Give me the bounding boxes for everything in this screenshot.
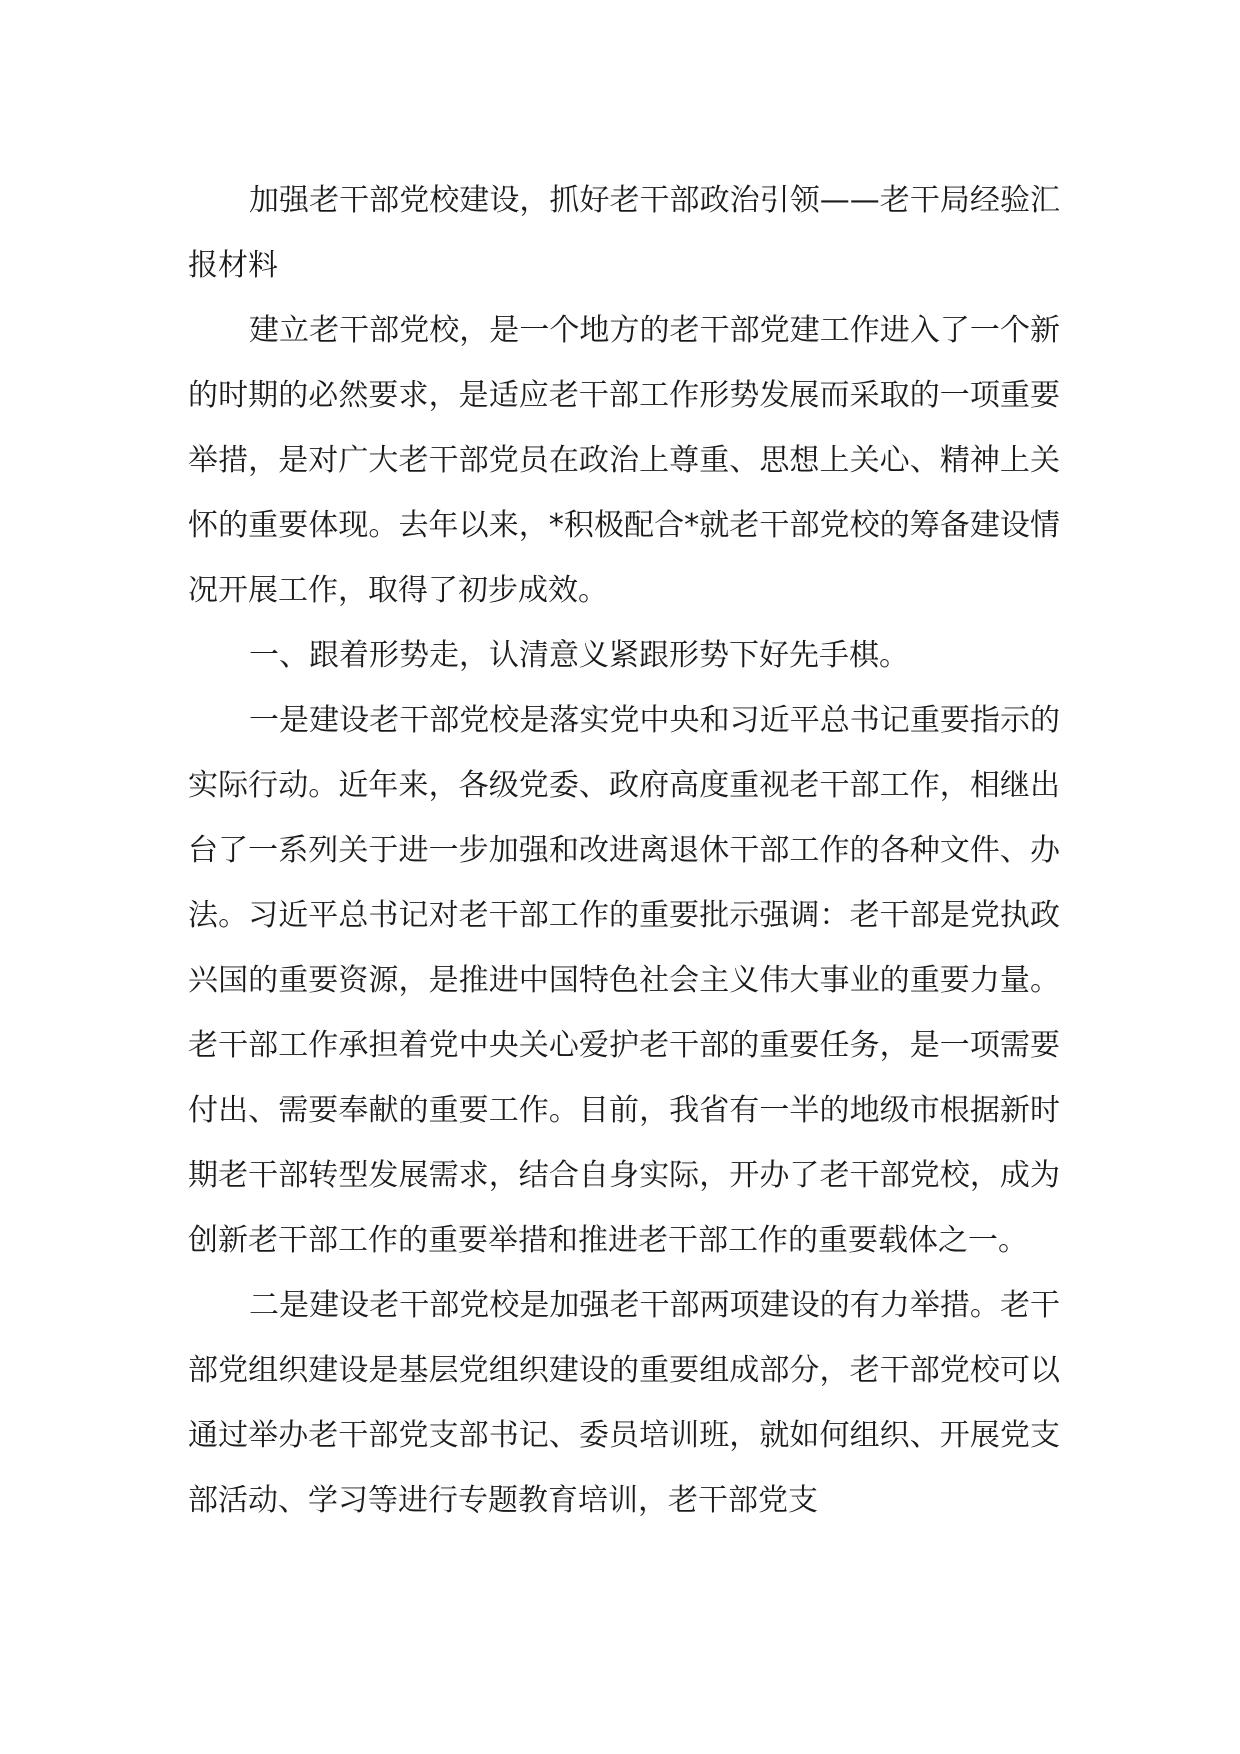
body-paragraph-point-two: 二是建设老干部党校是加强老干部两项建设的有力举措。老干部党组织建设是基层党组织建设的重要组成部分，老干部党校可以通过举办老干部党支部书记、委员培训班，就如何组织、开展党支部活动、学习等进行专题教育培训，老干部党支 bbox=[188, 1288, 1060, 1518]
document-body bbox=[188, 168, 1060, 1533]
body-paragraph-point-one: 一是建设老干部党校是落实党中央和习近平总书记重要指示的实际行动。近年来，各级党委、政府高度重视老干部工作，相继出台了一系列关于进一步加强和改进离退休干部工作的各种文件、办法。习近平总书记对老干部工作的重要批示强调：老干部是党执政兴国的重要资源，是推进中国特色社会主义伟大事业的重要力量。老干部工作承担着党中央关心爱护老干部的重要任务，是一项需要付出、需要奉献的重要工作。目前，我省有一半的地级市根据新时期老干部转型发展需求，结合自身实际，开办了老干部党校，成为创新老干部工作的重要举措和推进老干部工作的重要载体之一。 bbox=[188, 703, 1060, 1258]
section-heading-one: 一、跟着形势走，认清意义紧跟形势下好先手棋。 bbox=[249, 638, 909, 673]
body-paragraph-intro: 建立老干部党校，是一个地方的老干部党建工作进入了一个新的时期的必然要求，是适应老干部工作形势发展而采取的一项重要举措，是对广大老干部党员在政治上尊重、思想上关心、精神上关怀的重要体现。去年以来，*积极配合*就老干部党校的筹备建设情况开展工作，取得了初步成效。 bbox=[188, 313, 1060, 608]
document-title-paragraph: 加强老干部党校建设，抓好老干部政治引领——老干局经验汇报材料 bbox=[188, 183, 1060, 283]
